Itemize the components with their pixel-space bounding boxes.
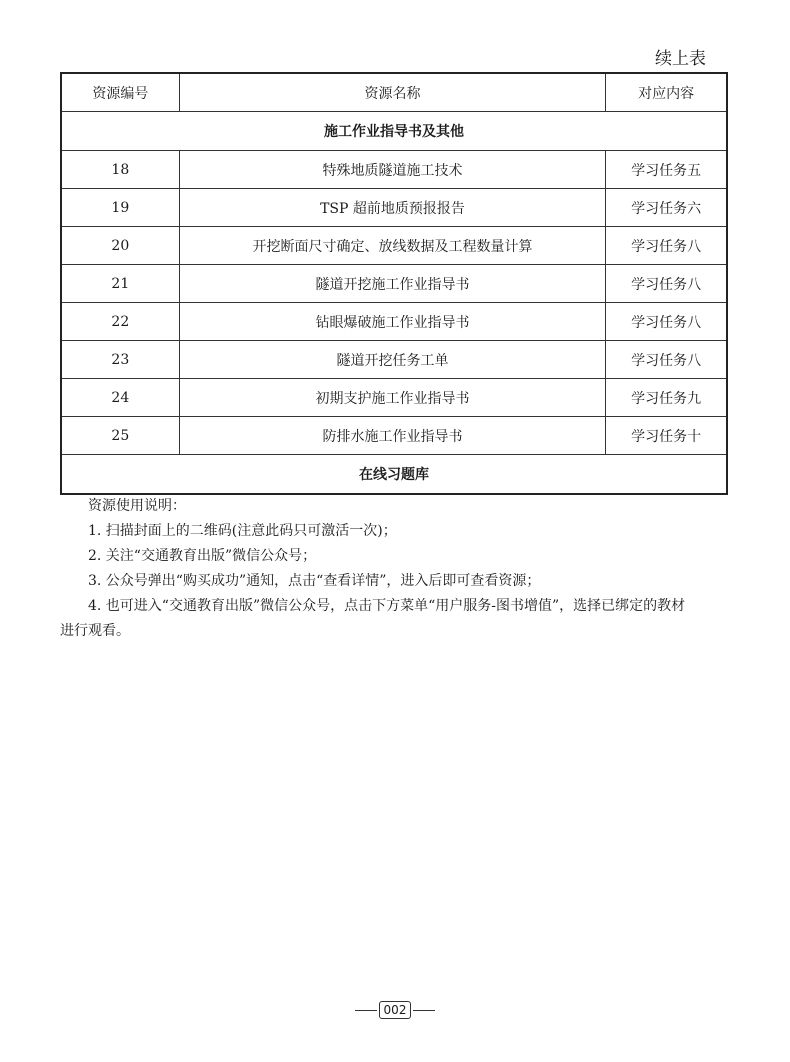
cell-name: 特殊地质隧道施工技术 xyxy=(179,151,606,189)
table-row xyxy=(61,189,727,227)
cell-name: 初期支护施工作业指导书 xyxy=(179,379,606,417)
cell-task: 学习任务六 xyxy=(606,189,727,227)
usage-note-item-continuation: 进行观看。 xyxy=(60,623,130,639)
cell-task: 学习任务八 xyxy=(606,227,727,265)
usage-note-item: 2. 关注“交通教育出版”微信公众号； xyxy=(88,548,317,564)
table-row xyxy=(61,227,727,265)
cell-task: 学习任务十 xyxy=(606,417,727,455)
cell-task: 学习任务八 xyxy=(606,265,727,303)
cell-number: 20 xyxy=(61,227,179,265)
cell-number: 21 xyxy=(61,265,179,303)
usage-note-item: 4. 也可进入“交通教育出版”微信公众号，点击下方菜单“用户服务-图书增值”，选择已绑定的教材 xyxy=(88,598,686,614)
table-row xyxy=(61,417,727,455)
usage-note-item: 1. 扫描封面上的二维码(注意此码只可激活一次)； xyxy=(88,523,397,539)
header-resource-number: 资源编号 xyxy=(61,73,179,112)
cell-name: 钻眼爆破施工作业指导书 xyxy=(179,303,606,341)
resource-table xyxy=(60,72,728,495)
page-number: 002 xyxy=(379,1001,412,1019)
cell-number: 18 xyxy=(61,151,179,189)
header-corresponding-content: 对应内容 xyxy=(606,73,727,112)
cell-task: 学习任务八 xyxy=(606,303,727,341)
section-row-guides xyxy=(61,112,727,151)
section-row-question-bank xyxy=(61,455,727,495)
cell-number: 19 xyxy=(61,189,179,227)
usage-notes-title: 资源使用说明： xyxy=(88,498,186,514)
page-number-rule-left xyxy=(355,1010,377,1011)
cell-number: 25 xyxy=(61,417,179,455)
cell-number: 22 xyxy=(61,303,179,341)
table-row xyxy=(61,151,727,189)
cell-name: 隧道开挖施工作业指导书 xyxy=(179,265,606,303)
cell-task: 学习任务五 xyxy=(606,151,727,189)
cell-name: 防排水施工作业指导书 xyxy=(179,417,606,455)
usage-note-item: 3. 公众号弹出“购买成功”通知，点击“查看详情”，进入后即可查看资源； xyxy=(88,573,541,589)
header-resource-name: 资源名称 xyxy=(179,73,606,112)
table-row xyxy=(61,379,727,417)
cell-task: 学习任务八 xyxy=(606,341,727,379)
cell-name: 开挖断面尺寸确定、放线数据及工程数量计算 xyxy=(179,227,606,265)
continued-table-label: 续上表 xyxy=(655,49,706,69)
cell-number: 24 xyxy=(61,379,179,417)
table-row xyxy=(61,265,727,303)
section-title-guides: 施工作业指导书及其他 xyxy=(61,112,727,151)
cell-task: 学习任务九 xyxy=(606,379,727,417)
cell-name: 隧道开挖任务工单 xyxy=(179,341,606,379)
cell-number: 23 xyxy=(61,341,179,379)
section-title-question-bank: 在线习题库 xyxy=(61,455,727,495)
page-number-rule-right xyxy=(413,1010,435,1011)
table-row xyxy=(61,303,727,341)
page-footer xyxy=(0,1000,790,1020)
table-row xyxy=(61,341,727,379)
table-header-row xyxy=(61,73,727,112)
usage-notes xyxy=(60,494,740,644)
cell-name: TSP 超前地质预报报告 xyxy=(179,189,606,227)
